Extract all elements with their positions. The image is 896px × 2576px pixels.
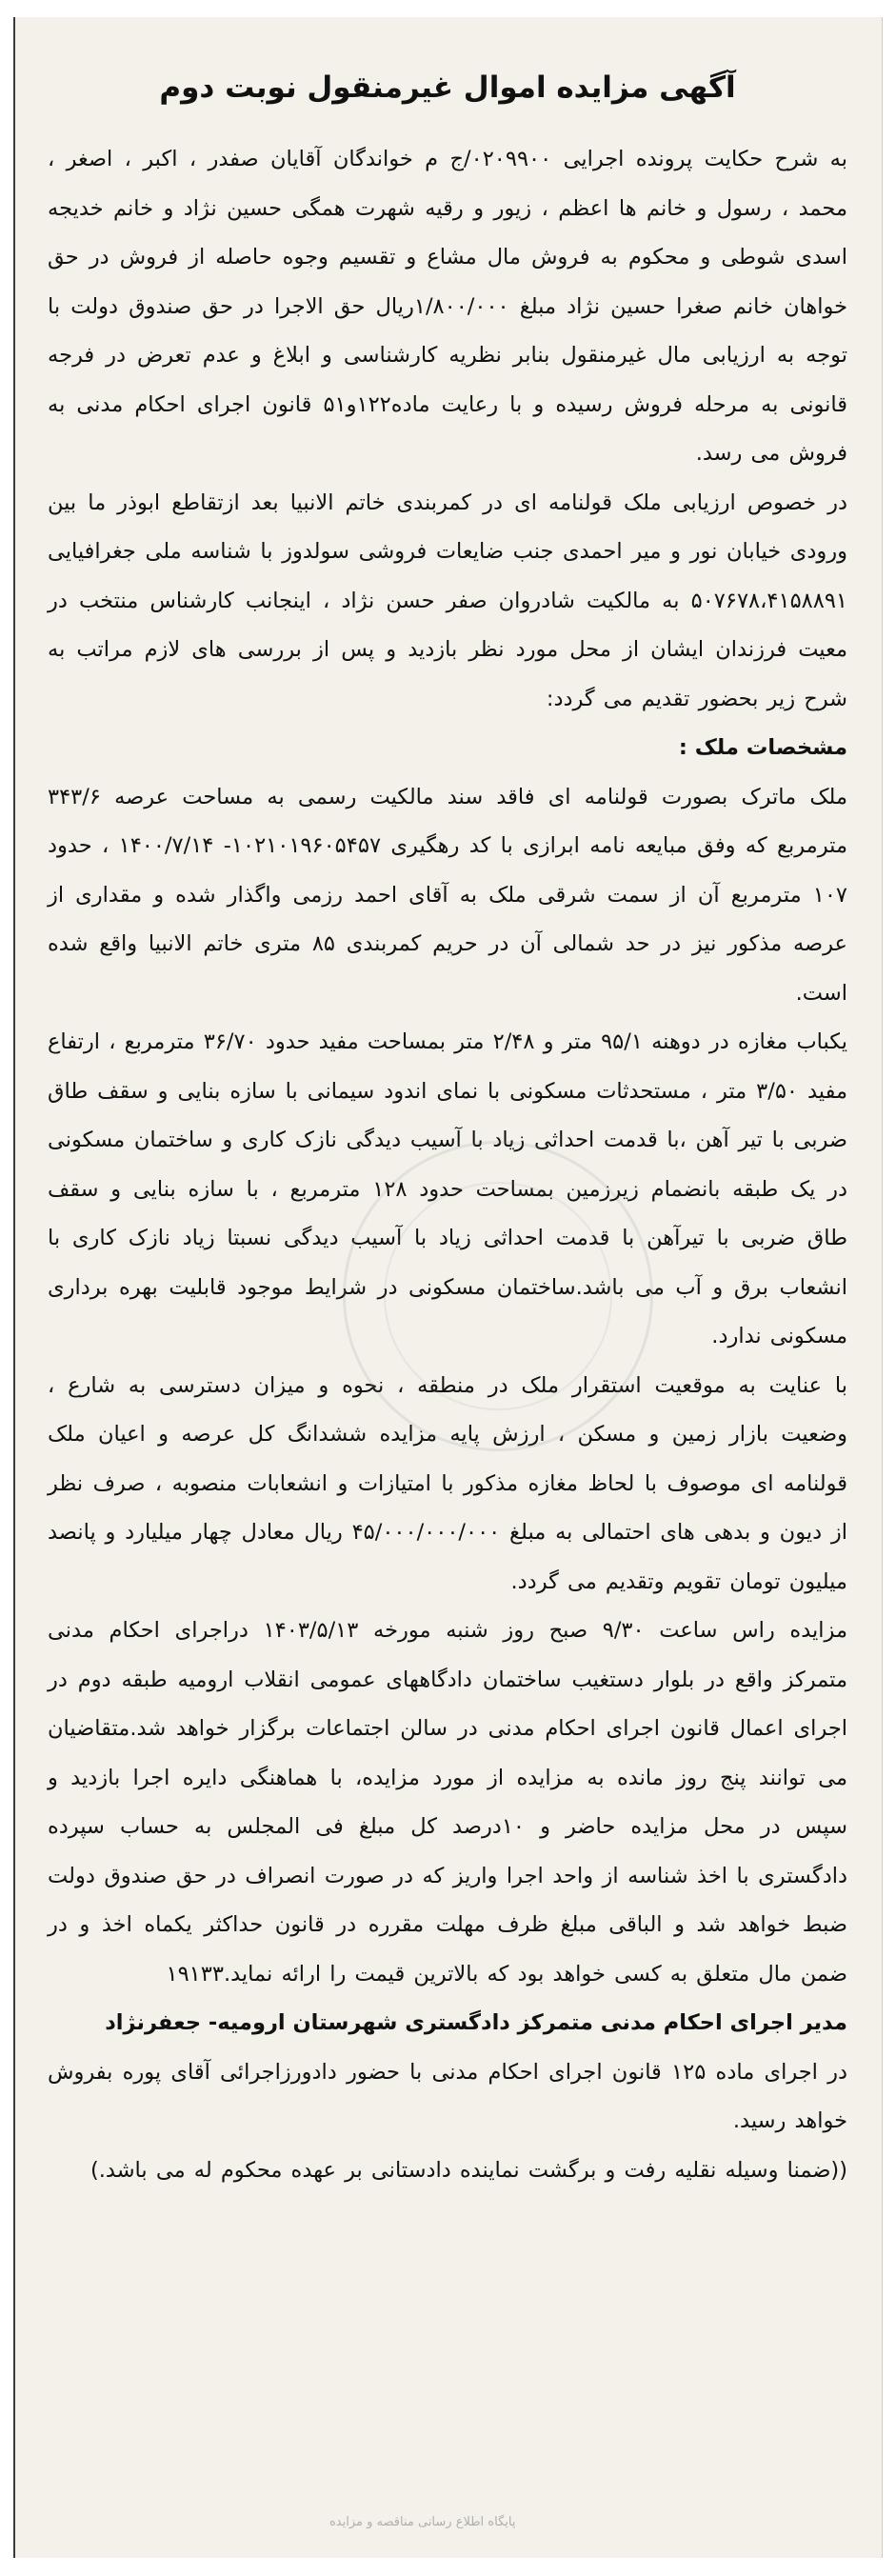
watermark-text: پایگاه اطلاع رسانی مناقصه و مزایده (329, 2515, 516, 2529)
auction-terms-paragraph: مزایده راس ساعت ۹/۳۰ صبح روز شنبه مورخه ۱۴۰۳/۵/۱۳ دراجرای احکام مدنی متمرکز واقع در بلوار دستغیب ساختمان دادگاههای عمومی انقلاب ارومیه طبقه دوم در اجرای اعمال قانون اجرای احکام مدنی در سالن اجتماعات برگزار خواهد شد.متقاضیان می توانند پنج روز مانده به مزایده از مورد مزایده، با هماهنگی دایره اجرا بازدید و سپس در محل مزایده حاضر و ۱۰درصد کل مبلغ فی المجلس به حساب سپرده دادگستری با اخذ شناسه از واحد اجرا واریز که در صورت انصراف در حق صندوق دولت ضبط خواهد شد و الباقی مبلغ ظرف مهلت مقرره در قانون حداکثر یکماه اخذ و در ضمن مال متعلق به کسی خواهد بود که بالاترین قیمت را ارائه نماید.۱۹۱۳۳ (48, 1618, 847, 1987)
auction-notice-clipping (13, 17, 883, 2558)
specs-heading: مشخصات ملک : (678, 735, 847, 760)
appraisal-paragraph: در خصوص ارزیابی ملک قولنامه ای در کمربندی خاتم الانبیا بعد ازتقاطع ابوذر ما بین ورودی خیابان نور و میر احمدی جنب ضایعات فروشی سولدوز با شناسه ملی جغرافیایی ۵۰۷۶۷۸،۴۱۵۸۸۹۱ به مالکیت شادروان صفر حسن نژاد ، اینجانب کارشناس منتخب در معیت فرزندان ایشان از محل مورد نظر بازدید و پس از بررسی های لازم مراتب به شرح زیر بحضور تقدیم می گردد: (48, 489, 847, 711)
valuation-paragraph: با عنایت به موقعیت استقرار ملک در منطقه ، نحوه و میزان دسترسی به شارع ، وضعیت بازار زمین و مسکن ، ارزش پایه مزایده ششدانگ کل عرصه و اعیان ملک قولنامه ای موصوف با لحاظ مغازه مذکور با امتیازات و انشعابات منصوبه ، صرف نظر از دیون و بدهی های احتمالی به مبلغ ۴۵/۰۰۰/۰۰۰/۰۰۰ ریال معادل چهار میلیارد و پانصد میلیون تومان تقویم وتقدیم می گردد. (48, 1372, 848, 1594)
closing-paragraph: در اجرای ماده ۱۲۵ قانون اجرای احکام مدنی با حضور دادورزاجرائی آقای پوره بفروش خواهد رسید. (48, 2059, 848, 2133)
notice-title: آگهی مزایده اموال غیرمنقول نوبت دوم (159, 70, 736, 105)
intro-paragraph: به شرح حکایت پرونده اجرایی ۰۲۰۹۹۰۰/ج م خواندگان آقایان صفدر ، اکبر ، اصغر ، محمد ، رسول و خانم ها اعظم ، زیور و رقیه شهرت همگی حسین نژاد و خانم خدیجه اسدی شوطی و محکوم به فروش مال مشاع و تقسیم وجوه حاصله از فروش در حق خواهان خانم صغرا حسین نژاد مبلغ ۱/۸۰۰/۰۰۰ریال حق الاجرا در حق صندوق دولت با توجه به ارزیابی مال غیرمنقول بنابر نظریه کارشناسی و ابلاغ و عدم تعرض در فرجه قانونی به مرحله فروش رسیده و با رعایت ماده۱۲۲و۵۱ قانون اجرای احکام مدنی به فروش می رسد. (48, 147, 848, 466)
land-spec-paragraph: ملک ماترک بصورت قولنامه ای فاقد سند مالکیت رسمی به مساحت عرصه ۳۴۳/۶ مترمربع که وفق مبایعه نامه ابرازی با کد رهگیری ۱۰۲۱۰۱۹۶۰۵۴۵۷- ۱۴۰۰/۷/۱۴ ، حدود ۱۰۷ مترمربع آن از سمت شرقی ملک به آقای احمد رزمی واگذار شده و مقداری از عرصه مذکور نیز در حد شمالی آن در حریم کمربندی ۸۵ متری خاتم الانبیا واقع شده است. (48, 784, 847, 1006)
signature-line: مدیر اجرای احکام مدنی متمرکز دادگستری شهرستان ارومیه- جعفرنژاد (105, 2010, 847, 2035)
transport-note: ((ضمنا وسیله نقلیه رفت و برگشت نماینده دادستانی بر عهده محکوم له می باشد.) (90, 2157, 847, 2183)
building-spec-paragraph: یکباب مغازه در دوهنه ۹۵/۱ متر و ۲/۴۸ متر بمساحت مفید حدود ۳۶/۷۰ مترمربع ، ارتفاع مفید ۳/۵۰ متر ، مستحدثات مسکونی با نمای اندود سیمانی با سازه بنایی و سقف طاق ضربی با تیر آهن ،با قدمت احداثی زیاد با آسیب دیدگی نازک کاری و ساختمان مسکونی در یک طبقه بانضمام زیرزمین بمساحت حدود ۱۲۸ مترمربع ، با سازه بنایی و سقف طاق ضربی با تیرآهن با قدمت احداثی زیاد با آسیب دیدگی نسبتا زیاد نازک کاری با انشعاب برق و آب می باشد.ساختمان مسکونی در شرایط موجود قابلیت بهره برداری مسکونی ندارد. (48, 1029, 848, 1348)
